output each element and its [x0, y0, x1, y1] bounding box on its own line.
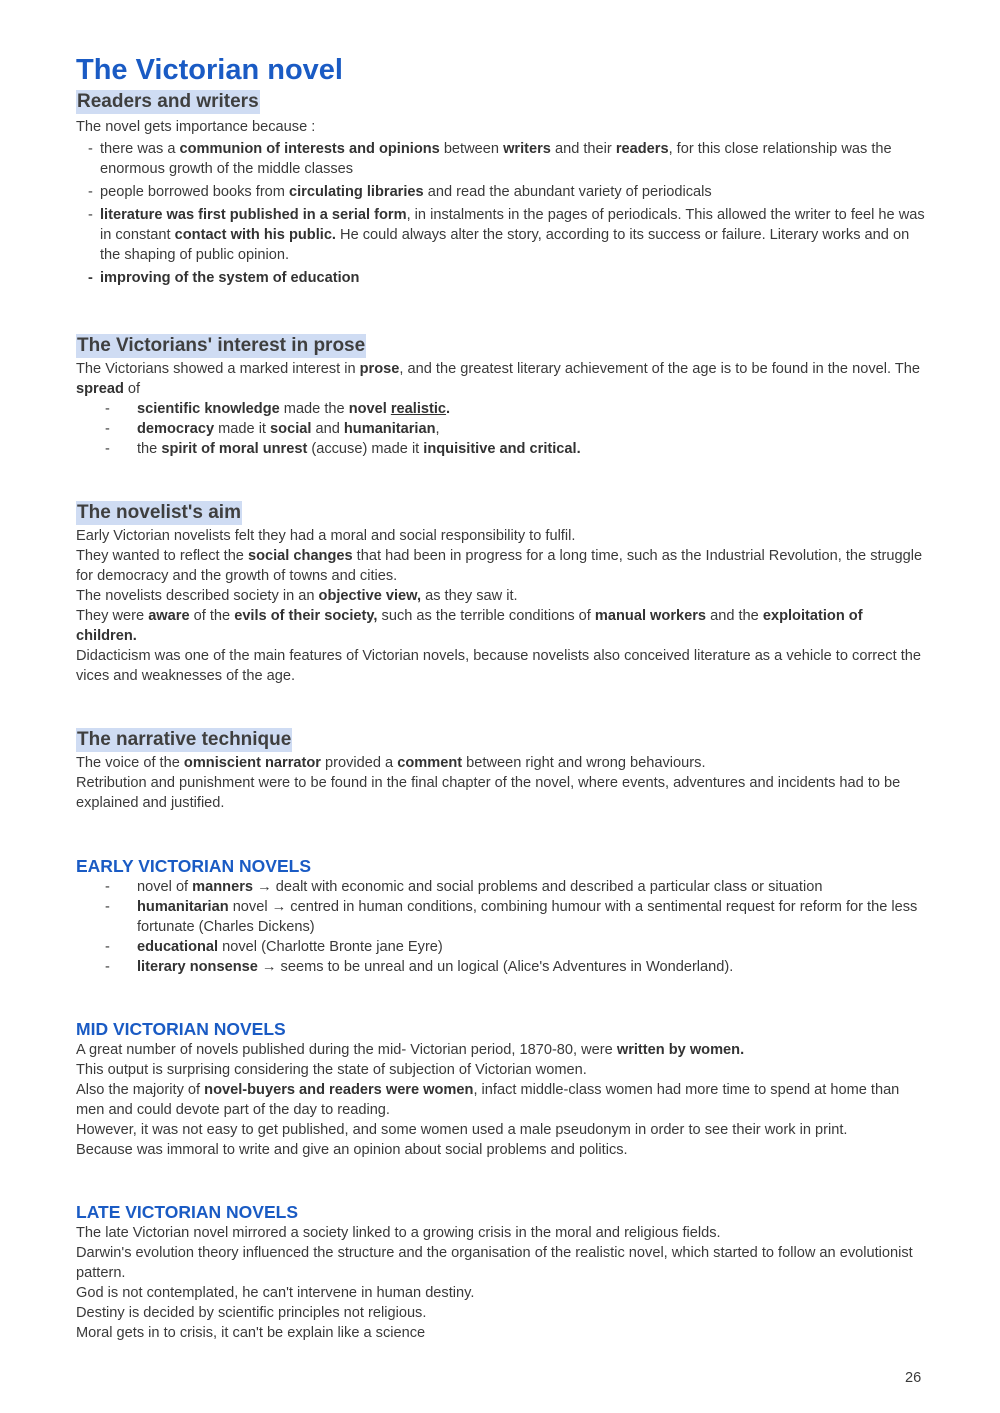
- mid-paragraph-5: Because was immoral to write and give an opinion about social problems and politics.: [76, 1142, 628, 1158]
- aim-paragraph-3: The novelists described society in an objective view, as they saw it.: [76, 588, 518, 604]
- prose-list: [76, 399, 926, 459]
- early-novels-list: [76, 877, 926, 977]
- readers-list: [76, 139, 926, 288]
- page-number: 26: [905, 1370, 922, 1386]
- mid-paragraph-3: Also the majority of novel-buyers and readers were women, infact middle-class women had more time to spend at home than men and could devote part of the day to reading.: [76, 1082, 900, 1118]
- aim-paragraph-2: They wanted to reflect the social changes that had been in progress for a long time, such as the Industrial Revolution, the struggle for democracy and the growth of towns and cities.: [76, 548, 923, 584]
- heading-novelists-aim: The novelist's aim: [77, 502, 241, 523]
- document-page: [76, 52, 926, 1343]
- aim-paragraph-1: Early Victorian novelists felt they had a moral and social responsibility to fulfil.: [76, 528, 576, 544]
- page-title: The Victorian novel: [76, 54, 343, 86]
- mid-paragraph-2: This output is surprising considering the state of subjection of Victorian women.: [76, 1062, 587, 1078]
- list-item: - improving of the system of education: [76, 268, 926, 288]
- list-item: - democracy made it social and humanitarian,: [76, 419, 926, 439]
- late-paragraph-2: Darwin's evolution theory influenced the structure and the organisation of the realistic novel, which started to follow an evolutionist pattern.: [76, 1245, 913, 1281]
- mid-paragraph-4: However, it was not easy to get published, and some women used a male pseudonym in order to see their work in print.: [76, 1122, 848, 1138]
- list-item: - scientific knowledge made the novel realistic.: [76, 399, 926, 419]
- heading-interest-in-prose: The Victorians' interest in prose: [77, 335, 366, 356]
- prose-paragraph: The Victorians showed a marked interest in prose, and the greatest literary achievement of the age is to be found in the novel. The spread of: [76, 361, 920, 397]
- late-paragraph-5: Moral gets in to crisis, it can't be explain like a science: [76, 1325, 426, 1341]
- list-item: - people borrowed books from circulating libraries and read the abundant variety of periodicals: [76, 182, 926, 202]
- heading-early-victorian-novels: EARLY VICTORIAN NOVELS: [76, 856, 312, 876]
- late-paragraph-1: The late Victorian novel mirrored a society linked to a growing crisis in the moral and religious fields.: [76, 1225, 721, 1241]
- list-item: - novel of manners → dealt with economic and social problems and described a particular class or situation: [76, 877, 926, 897]
- narrative-paragraph-2: Retribution and punishment were to be found in the final chapter of the novel, where events, adventures and incidents had to be explained and justified.: [76, 775, 901, 811]
- mid-paragraph-1: A great number of novels published during the mid- Victorian period, 1870-80, were written by women.: [76, 1042, 745, 1058]
- list-item: - there was a communion of interests and opinions between writers and their readers, for this close relationship was the enormous growth of the middle classes: [76, 139, 926, 179]
- heading-late-victorian-novels: LATE VICTORIAN NOVELS: [76, 1202, 299, 1222]
- list-item: - literature was first published in a serial form, in instalments in the pages of periodicals. This allowed the writer to feel he was in constant contact with his public. He could always alter the story, according to its success or failure. Literary works and on the shaping of public opinion.: [76, 205, 926, 265]
- aim-paragraph-4: They were aware of the evils of their society, such as the terrible conditions of manual workers and the exploitation of children.: [76, 608, 863, 644]
- narrative-paragraph-1: The voice of the omniscient narrator provided a comment between right and wrong behaviours.: [76, 755, 706, 771]
- readers-intro: The novel gets importance because :: [76, 119, 316, 135]
- list-item: - humanitarian novel → centred in human conditions, combining humour with a sentimental request for reform for the less fortunate (Charles Dickens): [76, 897, 926, 937]
- late-paragraph-3: God is not contemplated, he can't intervene in human destiny.: [76, 1285, 475, 1301]
- list-item: - the spirit of moral unrest (accuse) made it inquisitive and critical.: [76, 439, 926, 459]
- late-paragraph-4: Destiny is decided by scientific principles not religious.: [76, 1305, 427, 1321]
- heading-readers-and-writers: Readers and writers: [77, 91, 259, 112]
- list-item: - literary nonsense → seems to be unreal and un logical (Alice's Adventures in Wonderland).: [76, 957, 926, 977]
- heading-narrative-technique: The narrative technique: [77, 729, 292, 750]
- heading-mid-victorian-novels: MID VICTORIAN NOVELS: [76, 1019, 286, 1039]
- aim-paragraph-5: Didacticism was one of the main features of Victorian novels, because novelists also conceived literature as a vehicle to correct the vices and weaknesses of the age.: [76, 648, 921, 684]
- list-item: - educational novel (Charlotte Bronte jane Eyre): [76, 937, 926, 957]
